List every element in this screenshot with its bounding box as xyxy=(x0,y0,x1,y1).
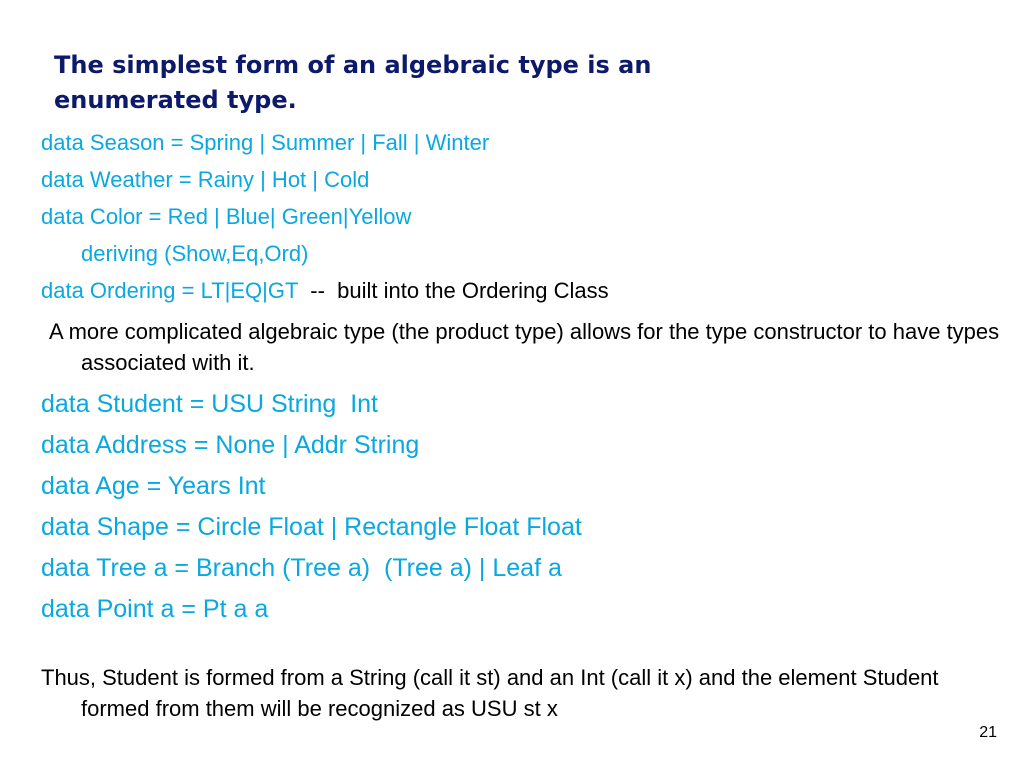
ordering-comment: -- built into the Ordering Class xyxy=(298,278,609,303)
code-line-address: data Address = None | Addr String xyxy=(41,431,420,459)
slide-title xyxy=(54,48,954,118)
code-line-weather: data Weather = Rainy | Hot | Cold xyxy=(41,167,370,192)
code-line-tree: data Tree a = Branch (Tree a) (Tree a) | Leaf a xyxy=(41,554,562,582)
ordering-definition: data Ordering = LT|EQ|GT xyxy=(41,278,299,303)
code-line-season: data Season = Spring | Summer | Fall | Winter xyxy=(41,130,490,155)
code-line-shape: data Shape = Circle Float | Rectangle Float Float xyxy=(41,513,582,541)
code-line-deriving: deriving (Show,Eq,Ord) xyxy=(81,241,309,266)
code-line-age: data Age = Years Int xyxy=(41,472,266,500)
slide-body xyxy=(41,124,1001,724)
code-line-ordering xyxy=(41,272,1001,309)
page-number: 21 xyxy=(979,724,997,741)
code-line-student: data Student = USU String Int xyxy=(41,390,378,418)
slide-title-line-2: enumerated type. xyxy=(54,86,297,114)
student-explanation-paragraph: Thus, Student is formed from a String (call it st) and an Int (call it x) and the element Student formed from them will be recognized as USU st x xyxy=(41,665,939,721)
code-line-point: data Point a = Pt a a xyxy=(41,595,269,623)
product-type-paragraph: A more complicated algebraic type (the product type) allows for the type constructor to have types associated with it. xyxy=(49,319,1000,375)
code-line-color: data Color = Red | Blue| Green|Yellow xyxy=(41,204,412,229)
slide-title-line-1: The simplest form of an algebraic type is an xyxy=(54,51,652,79)
